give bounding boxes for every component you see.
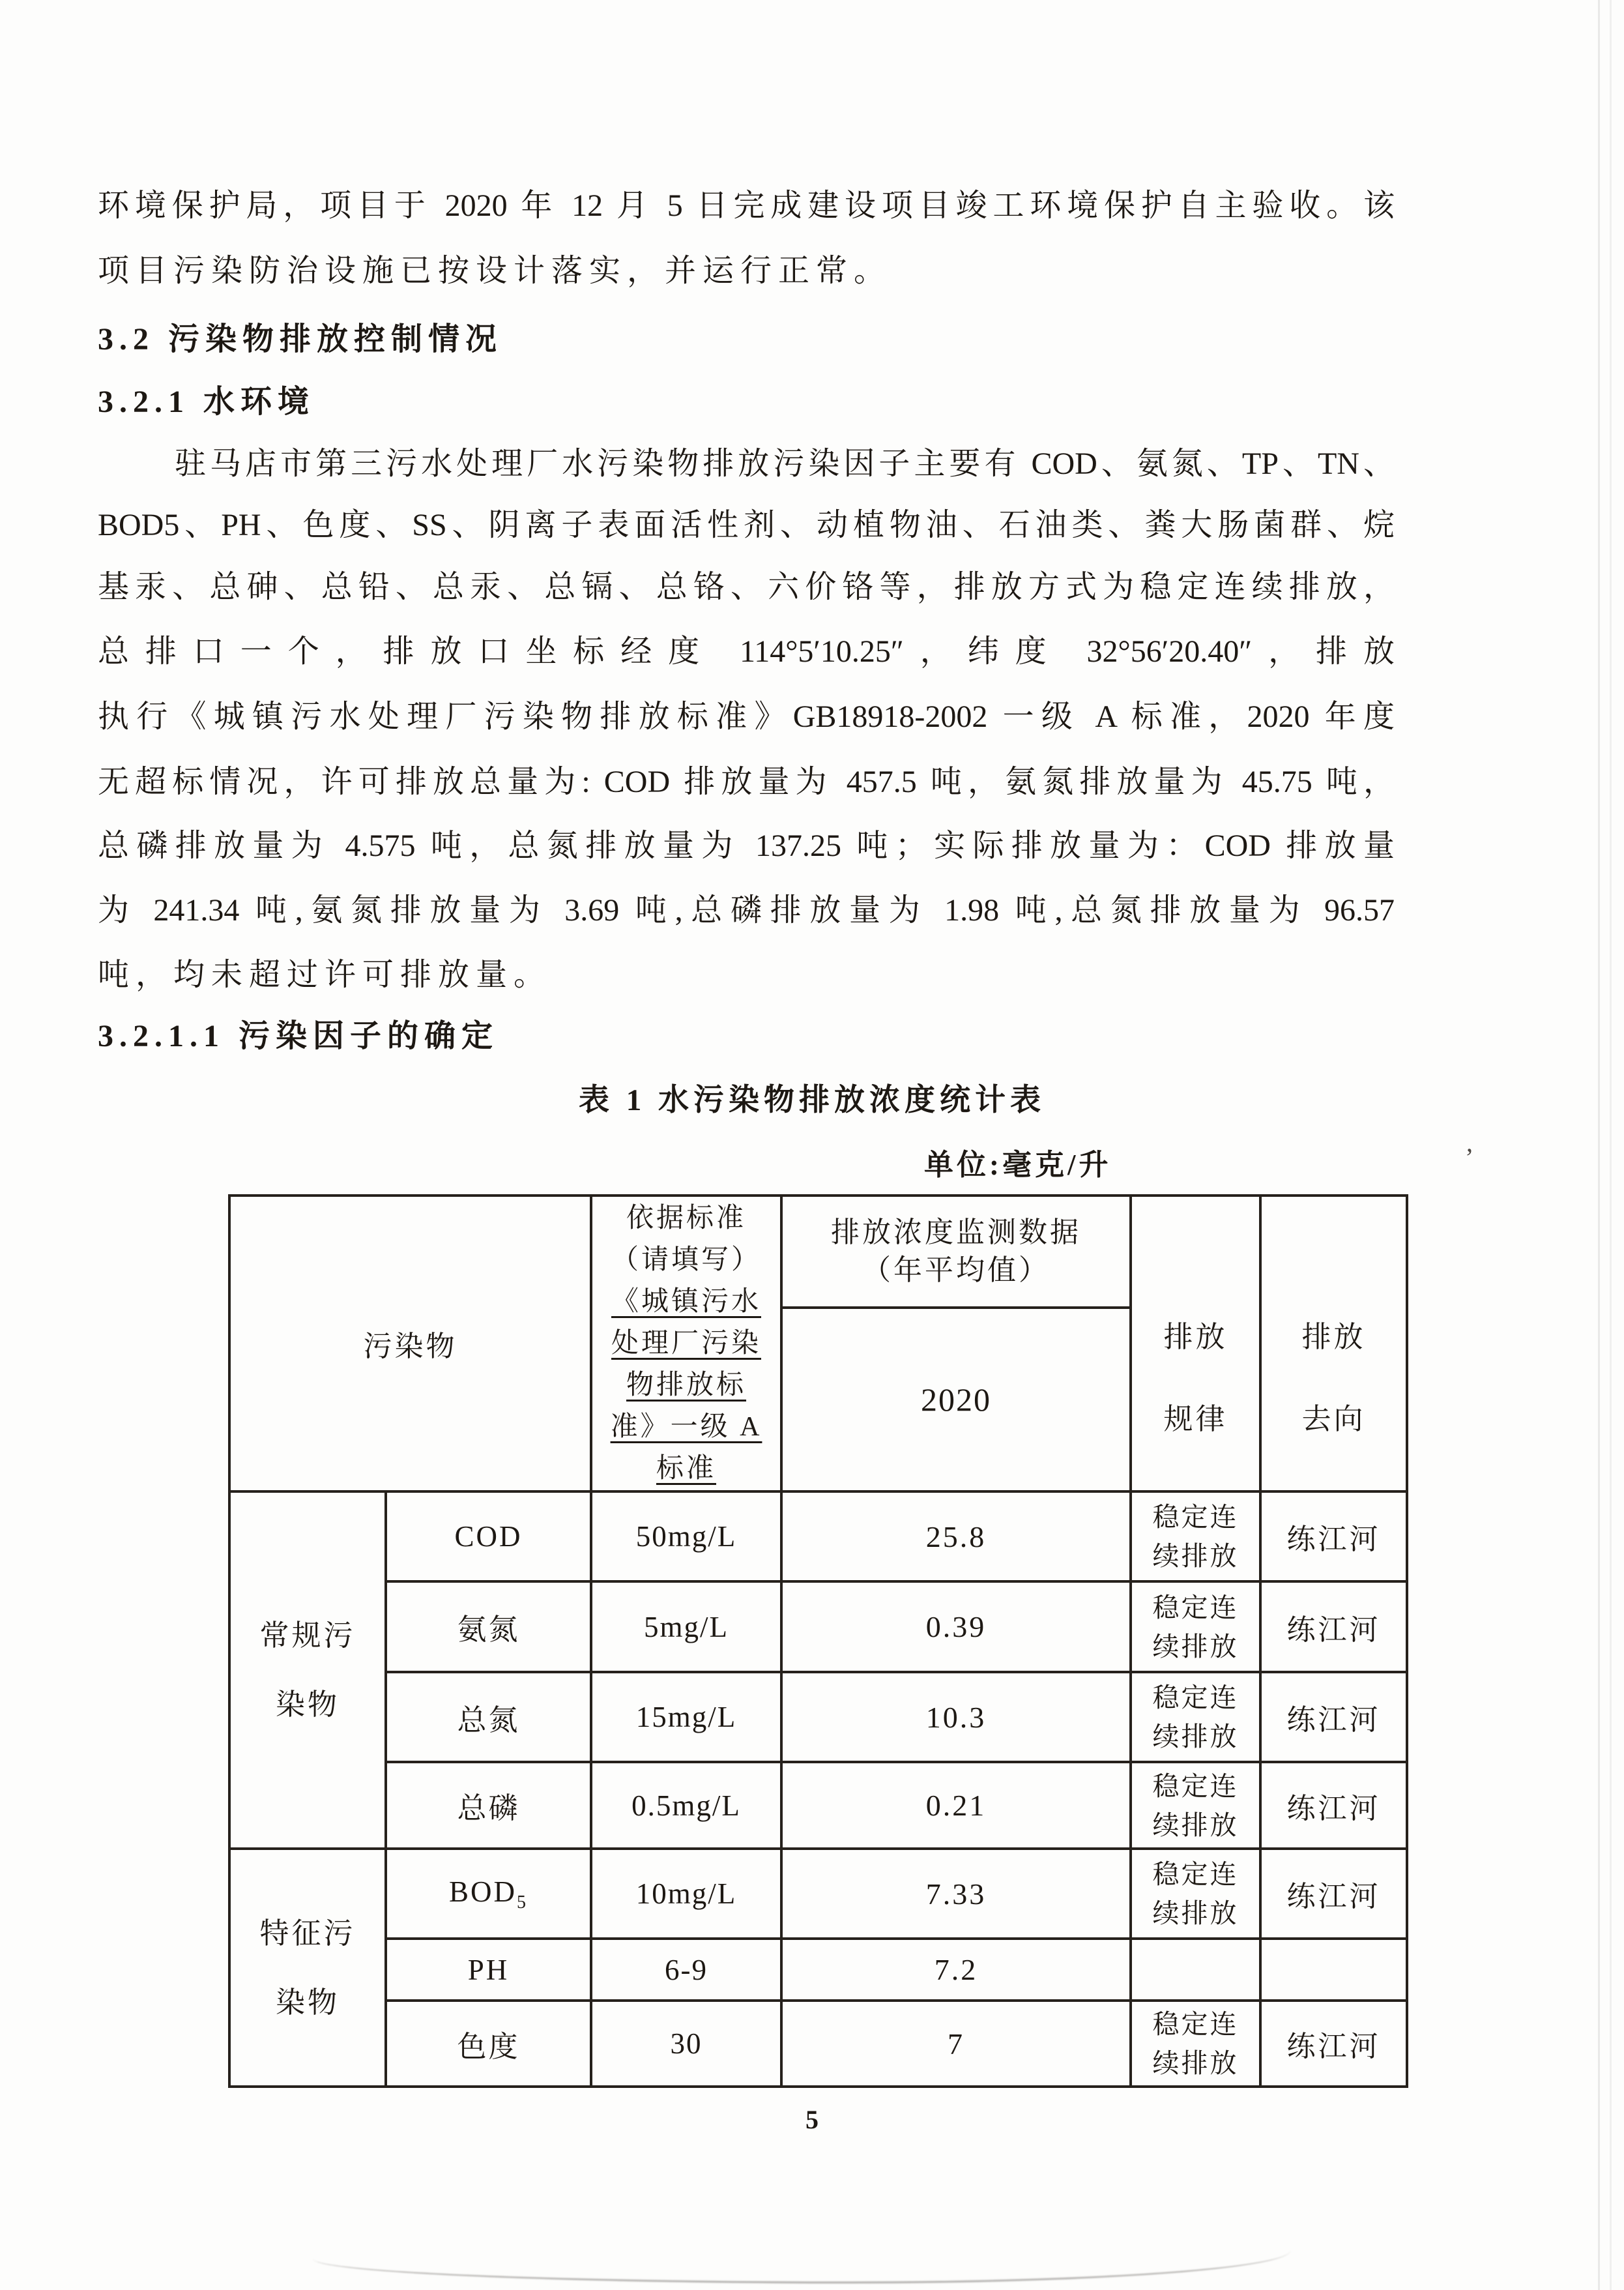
group-cell-regular: 常规污 染物 (229, 1491, 386, 1849)
monitor-value-cell: 7.33 (781, 1849, 1131, 1939)
monitor-value-cell: 0.39 (781, 1581, 1131, 1672)
pattern-cell (1131, 1939, 1260, 2001)
standard-value-cell: 5mg/L (591, 1581, 781, 1672)
standard-line: 标准 (656, 1454, 716, 1484)
standard-value-cell: 15mg/L (591, 1672, 781, 1762)
table-row (229, 1491, 1407, 1581)
monitor-value-cell: 10.3 (781, 1672, 1131, 1762)
monitor-value-cell: 7.2 (781, 1939, 1131, 2001)
table-row (229, 2001, 1407, 2087)
standard-line: 准》一级 A (610, 1412, 762, 1442)
pollutant-name-cell: 色度 (386, 2001, 591, 2087)
paragraph-line: 项目污染防治设施已按设计落实，并运行正常。 (98, 254, 892, 288)
standard-value-cell: 50mg/L (591, 1491, 781, 1581)
pattern-cell: 稳定连 续排放 (1131, 2001, 1260, 2087)
table-row (229, 1762, 1407, 1849)
unit-label: 单位:毫克/升 (924, 1149, 1112, 1181)
paragraph-line: 无超标情况，许可排放总量为: COD 排放量为 457.5 吨，氨氮排放量为 45.75 吨， (98, 765, 1395, 799)
destination-cell: 练江河 (1260, 1762, 1407, 1849)
standard-value-cell: 0.5mg/L (591, 1762, 781, 1849)
paragraph-line: 总排口一个，排放口坐标经度 114°5′10.25″，纬度 32°56′20.40″，排放 (98, 634, 1395, 669)
table-row (229, 1581, 1407, 1672)
destination-cell (1260, 1939, 1407, 2001)
standard-line: （请填写） (611, 1245, 761, 1275)
pollutant-name-cell: PH (386, 1939, 591, 2001)
paragraph-line: 为 241.34 吨,氨氮排放量为 3.69 吨,总磷排放量为 1.98 吨,总氮排放量为 96.57 (98, 893, 1395, 928)
table-row (229, 1939, 1407, 2001)
header-pollutant-cell (229, 1196, 591, 1491)
scan-artifact-mark: ’ (1465, 1143, 1474, 1172)
section-heading-3-2-1: 3.2.1 水环境 (98, 385, 315, 419)
section-heading-3-2-1-1: 3.2.1.1 污染因子的确定 (98, 1019, 499, 1053)
table-header-row (229, 1196, 1407, 1491)
pattern-cell: 稳定连 续排放 (1131, 1491, 1260, 1581)
standard-line: 《城镇污水 (611, 1287, 761, 1317)
group-cell-characteristic: 特征污 染物 (229, 1849, 386, 2087)
paragraph-line: 驻马店市第三污水处理厂水污染物排放污染因子主要有 COD、氨氮、TP、TN、 (175, 447, 1395, 481)
scan-bottom-shadow (313, 2242, 1290, 2283)
pattern-cell: 稳定连 续排放 (1131, 1762, 1260, 1849)
monitor-value-cell: 0.21 (781, 1762, 1131, 1849)
paragraph-line: 环境保护局，项目于 2020 年 12 月 5 日完成建设项目竣工环境保护自主验收。该 (98, 188, 1395, 223)
monitor-value-cell: 25.8 (781, 1491, 1131, 1581)
standard-line: 处理厂污染 (611, 1328, 761, 1358)
paragraph-line: 总磷排放量为 4.575 吨，总氮排放量为 137.25 吨；实际排放量为：COD 排放量 (98, 829, 1395, 863)
standard-line: 物排放标 (626, 1370, 746, 1400)
section-heading-3-2: 3.2 污染物排放控制情况 (98, 322, 503, 357)
header-destination-cell: 排放 去向 (1260, 1196, 1407, 1491)
paragraph-line: 执行《城镇污水处理厂污染物排放标准》GB18918-2002 一级 A 标准，2020 年度 (98, 699, 1395, 734)
table-title: 表 1 水污染物排放浓度统计表 (579, 1083, 1045, 1117)
destination-cell: 练江河 (1260, 1849, 1407, 1939)
standard-value-cell: 10mg/L (591, 1849, 781, 1939)
scan-edge-line (1598, 0, 1600, 2290)
standard-line: 依据标准 (626, 1203, 746, 1233)
page-number: 5 (805, 2105, 819, 2134)
pollutant-name-cell: 总磷 (386, 1762, 591, 1849)
paragraph-line: 基汞、总砷、总铅、总汞、总镉、总铬、六价铬等，排放方式为稳定连续排放， (98, 570, 1395, 604)
monitor-data-label: 排放浓度监测数据 （年平均值） (783, 1197, 1129, 1309)
standard-value-cell: 30 (591, 2001, 781, 2087)
header-pattern-cell: 排放 规律 (1131, 1196, 1260, 1491)
pollutant-name-cell: 氨氮 (386, 1581, 591, 1672)
water-pollutant-table (228, 1194, 1408, 2088)
destination-cell: 练江河 (1260, 1581, 1407, 1672)
pollutant-name-cell: COD (386, 1491, 591, 1581)
table-row (229, 1849, 1407, 1939)
pattern-cell: 稳定连 续排放 (1131, 1672, 1260, 1762)
paragraph-line: BOD5、PH、色度、SS、阴离子表面活性剂、动植物油、石油类、粪大肠菌群、烷 (98, 508, 1395, 542)
destination-cell: 练江河 (1260, 1672, 1407, 1762)
pattern-cell: 稳定连 续排放 (1131, 1581, 1260, 1672)
monitor-value-cell: 7 (781, 2001, 1131, 2087)
header-pollutant-label: 污染物 (363, 1330, 457, 1362)
standard-value-cell: 6-9 (591, 1939, 781, 2001)
paragraph-line: 吨，均未超过许可排放量。 (98, 958, 552, 992)
monitor-year-label: 2020 (921, 1381, 991, 1418)
scan-edge-line (1610, 0, 1612, 2290)
header-standard-cell (591, 1196, 781, 1491)
pollutant-name-cell: $BOD_5$ (386, 1849, 591, 1939)
header-monitor-cell (781, 1196, 1131, 1491)
destination-cell: 练江河 (1260, 2001, 1407, 2087)
pollutant-name-cell: 总氮 (386, 1672, 591, 1762)
table-row (229, 1672, 1407, 1762)
pattern-cell: 稳定连 续排放 (1131, 1849, 1260, 1939)
destination-cell: 练江河 (1260, 1491, 1407, 1581)
